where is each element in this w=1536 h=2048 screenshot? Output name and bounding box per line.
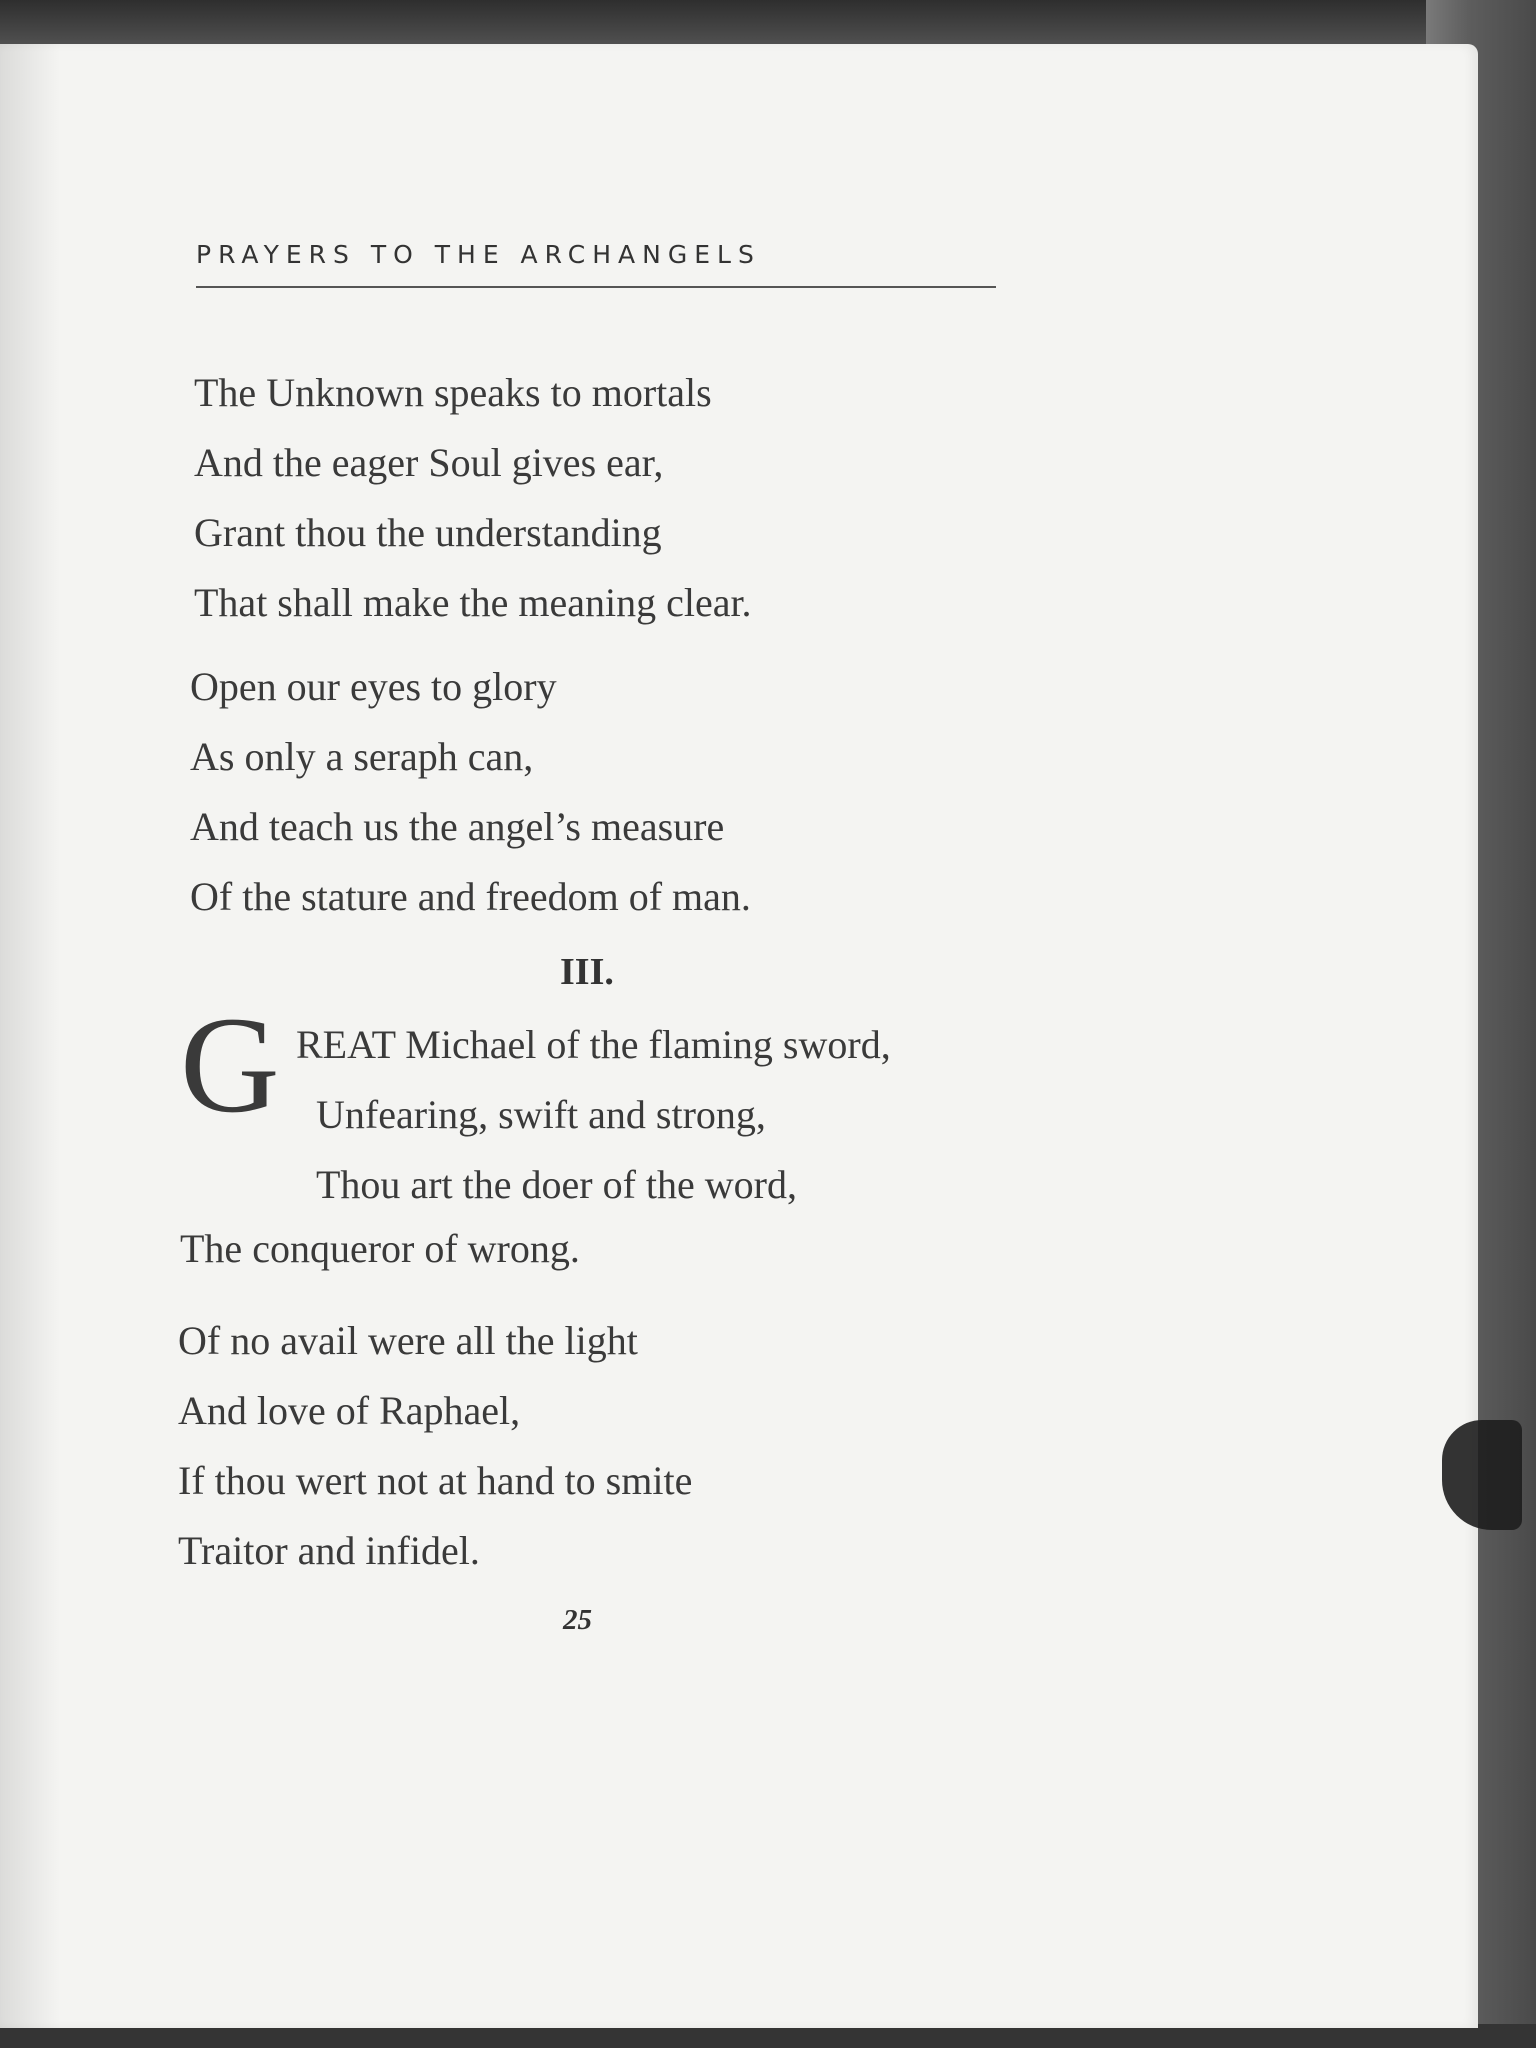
poem-line: Unfearing, swift and strong,: [316, 1092, 766, 1137]
poem-line: Grant thou the understanding: [194, 510, 662, 555]
poem-line: The conqueror of wrong.: [180, 1226, 580, 1271]
poem-line: And teach us the angel’s measure: [190, 804, 725, 849]
stanza-3-indented: [296, 1010, 891, 1220]
stanza-4: [178, 1306, 692, 1586]
poem-line: Open our eyes to glory: [190, 664, 557, 709]
page-number: 25: [563, 1604, 592, 1636]
section-number: III.: [560, 951, 614, 993]
poem-line: And love of Raphael,: [178, 1388, 521, 1433]
poem-line: REAT Michael of the flaming sword,: [296, 1022, 891, 1067]
poem-line: Traitor and infidel.: [178, 1528, 480, 1573]
poem-line: Thou art the doer of the word,: [316, 1162, 797, 1207]
stanza-3-closing: [180, 1214, 580, 1284]
poem-line: That shall make the meaning clear.: [194, 580, 752, 625]
poem-line: Of the stature and freedom of man.: [190, 874, 751, 919]
stanza-1: [194, 358, 752, 638]
poem-line: And the eager Soul gives ear,: [194, 440, 664, 485]
page-gutter-shadow: [0, 44, 60, 2028]
poem-line: As only a seraph can,: [190, 734, 534, 779]
running-head: PRAYERS TO THE ARCHANGELS: [196, 240, 761, 269]
poem-line: The Unknown speaks to mortals: [194, 370, 712, 415]
running-head-rule: [196, 286, 996, 288]
drop-cap: G: [180, 988, 280, 1141]
stanza-2: [190, 652, 751, 932]
cover-smudge: [1442, 1420, 1522, 1530]
poem-line: Of no avail were all the light: [178, 1318, 638, 1363]
poem-line: If thou wert not at hand to smite: [178, 1458, 693, 1503]
